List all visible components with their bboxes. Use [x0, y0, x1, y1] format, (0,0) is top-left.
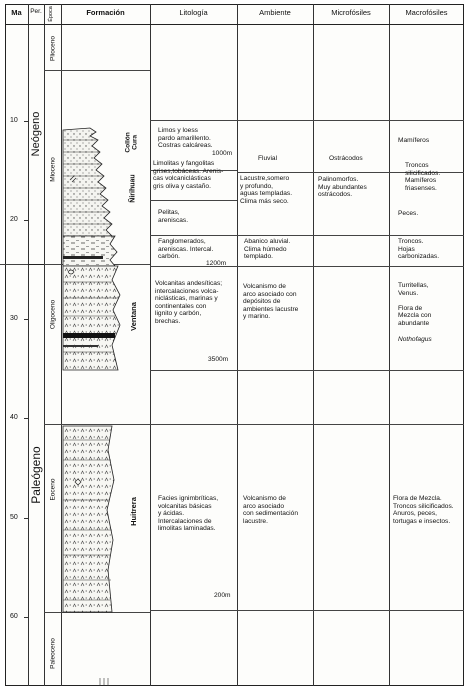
- ma-tick-label: 50: [10, 514, 18, 521]
- period-paleogeno: Paleógeno: [29, 446, 43, 504]
- microfosiles-ostracodos: Ostrácodos: [329, 155, 363, 162]
- epoch-paleoceno: Paleoceno: [49, 638, 57, 669]
- formation-cell-huitrera: [124, 485, 142, 540]
- litologia-collon-cura-thickness: 1000m: [212, 150, 233, 157]
- litologia-collon-cura: Limos y loess pardo amarillento. Costras calcáreas.: [158, 127, 213, 150]
- formation-cell-collon-cura: [120, 125, 146, 165]
- macrofosiles-peces: Peces.: [398, 210, 419, 217]
- epoch-oligoceno: Oligoceno: [49, 299, 57, 330]
- formation-ventana: Ventana: [129, 302, 138, 331]
- header-ambiente: Ambiente: [259, 8, 291, 17]
- formation-cell-ventana: [124, 290, 142, 345]
- ma-tick-label: 60: [10, 613, 18, 620]
- litologia-huitrera: Facies ignimbríticas, volcanitas básicas y ácidas. Intercalaciones de limolitas laminadas.: [158, 495, 219, 533]
- coal-bed: [63, 345, 98, 347]
- header-ma: Ma: [11, 8, 22, 17]
- coal-bed: [63, 333, 115, 338]
- macrofosiles-nothofagus: Nothofagus: [398, 336, 432, 343]
- macrofosiles-troncos-hojas: Troncos. Hojas carbonizadas.: [398, 238, 440, 261]
- period-neogeno: Neógeno: [30, 111, 42, 157]
- litologia-nirihuau-mid: Pelitas, areniscas.: [158, 209, 189, 224]
- macrofosiles-huitrera: Flora de Mezcla. Troncos silicificados. Anuros, peces, tortugas e insectos.: [393, 495, 454, 525]
- epoch-plioceno: Plioceno: [49, 36, 57, 61]
- ma-tick-label: 40: [10, 414, 18, 421]
- litologia-ventana-thickness: 3500m: [208, 356, 229, 363]
- litologia-ventana: Volcanitas andesíticas; intercalaciones volca- niclásticas, marinas y continentales con lignito y carbón, brechas.: [155, 280, 223, 325]
- formation-collon-cura: Collón Cura: [124, 132, 139, 153]
- litologia-nirihuau-thickness: 1200m: [206, 260, 227, 267]
- header-periodo: Per.: [30, 8, 42, 15]
- epoch-mioceno: Mioceno: [49, 157, 57, 182]
- formation-huitrera: Huitrera: [129, 497, 138, 526]
- header-macrofosiles: Macrofósiles: [405, 8, 448, 17]
- ambiente-ventana: Volcanismo de arco asociado con depósitos de ambientes lacustre y marino.: [243, 283, 299, 321]
- coal-bed: [63, 256, 103, 259]
- header-formacion: Formación: [86, 8, 125, 17]
- litologia-nirihuau-lower: Fanglomerados, areniscas. Intercal. carbón.: [158, 238, 214, 261]
- macrofosiles-ventana: Turritellas, Venus. Flora de Mezcla con abundante: [398, 282, 432, 327]
- formation-cell-nirihuau: [124, 165, 142, 215]
- header-epoca: Época: [47, 6, 54, 22]
- ma-tick-label: 30: [10, 315, 18, 322]
- header-litologia: Litología: [179, 8, 208, 17]
- litologia-nirihuau-upper: Limolitas y fangolitas grises,tobáceas. Arenis- cas volcaniclásticas gris oliva y castaño.: [153, 160, 224, 190]
- ambiente-lacustre: Lacustre,somero y profundo, aguas templadas. Clima más seco.: [240, 175, 293, 205]
- epoch-eoceno: Eoceno: [49, 478, 57, 501]
- ma-tick-label: 10: [10, 117, 18, 124]
- formation-nirihuau: Ñirihuau: [129, 174, 137, 203]
- ma-tick-label: 20: [10, 216, 18, 223]
- macrofosiles-mamiferos: Mamíferos: [398, 137, 430, 144]
- microfosiles-palinomorfos: Palinomorfos. Muy abundantes ostrácodos.: [318, 176, 367, 199]
- ambiente-abanico: Abanico aluvial. Clima húmedo templado.: [244, 238, 291, 261]
- ambiente-fluvial: Fluvial: [258, 155, 278, 162]
- litologia-huitrera-thickness: 200m: [214, 592, 231, 599]
- header-microfosiles: Microfósiles: [331, 8, 371, 17]
- ambiente-huitrera: Volcanismo de arco asociado con sedimentación lacustre.: [243, 495, 298, 525]
- macrofosiles-troncos-silicificados: Troncos silicificados. Mamíferos friasenses.: [405, 162, 441, 192]
